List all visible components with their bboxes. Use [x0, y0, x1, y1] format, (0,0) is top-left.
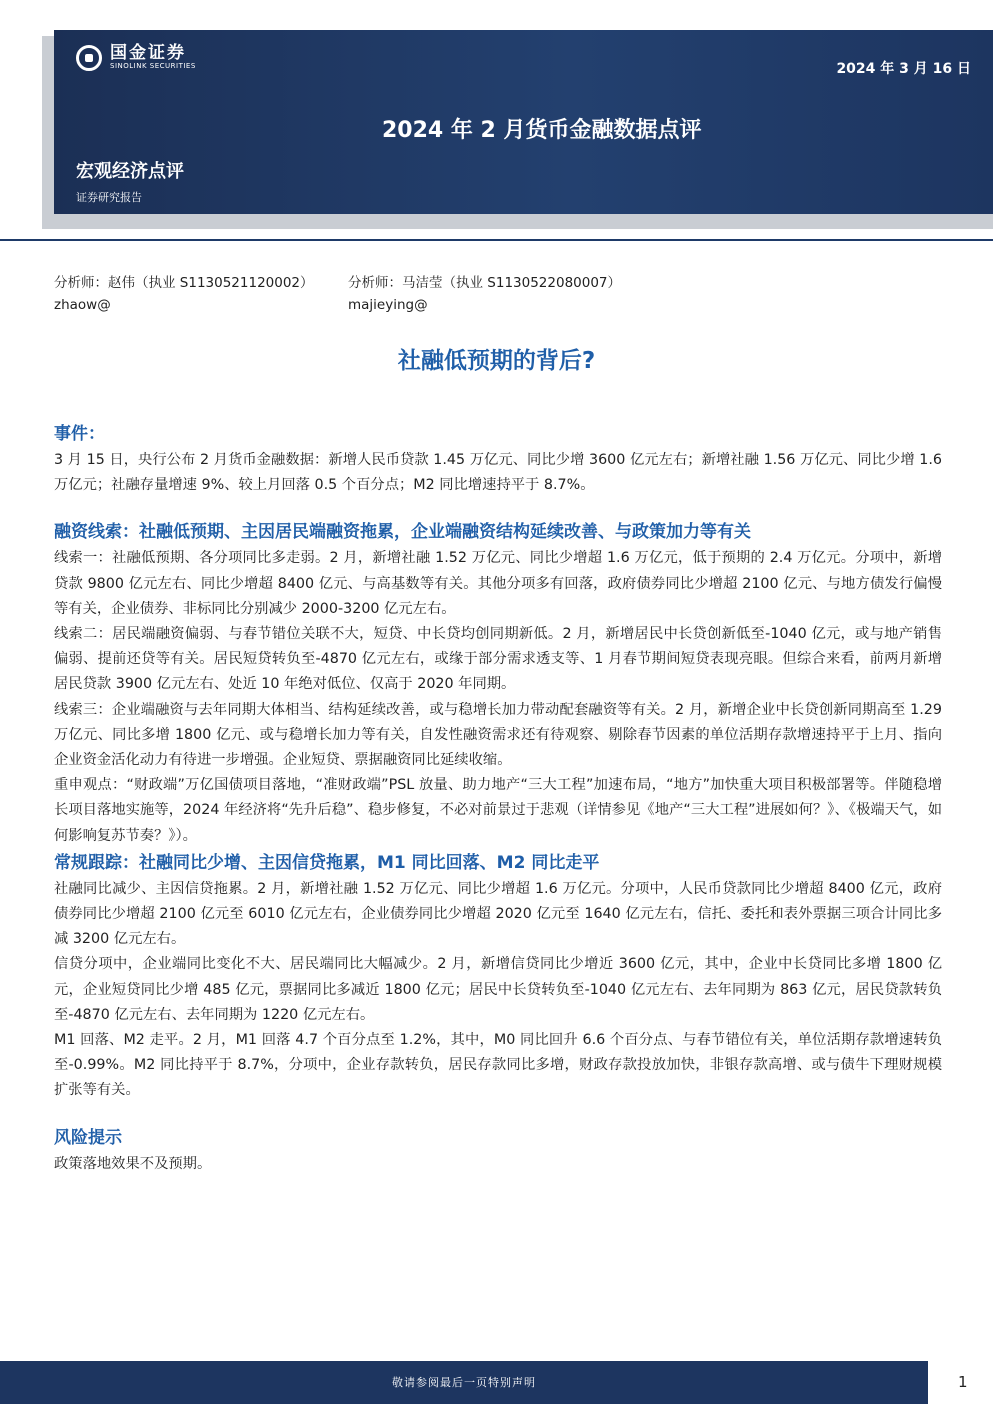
report-body [54, 420, 942, 1177]
footer-disclaimer-notice: 敬请参阅最后一页特别声明 [392, 1376, 536, 1389]
company-logo [76, 44, 196, 71]
logo-name-en: SINOLINK SECURITIES [110, 62, 196, 70]
report-title: 2024 年 2 月货币金融数据点评 [382, 118, 702, 143]
page-number: 1 [958, 1373, 968, 1391]
logo-name-cn: 国金证券 [110, 43, 186, 63]
body-paragraph: 线索三：企业端融资与去年同期大体相当、结构延续改善，或与稳增长加力带动配套融资等有关。2 月，新增企业中长贷创新同期高至 1.29 万亿元、同比多增 1800 亿元、或与稳增长加力等有关，自发性融资需求还有待观察、剔除春节因素的单位活期存款增速持平于上月、指向企业资金活化动力有待进一步增强。企业短贷、票据融资同比延续收缩。 [54, 701, 942, 769]
report-type: 证券研究报告 [76, 191, 142, 204]
analyst-info [54, 272, 314, 316]
main-title: 社融低预期的背后? [397, 348, 596, 374]
body-paragraph: 信贷分项中，企业端同比变化不大、居民端同比大幅减少。2 月，新增信贷同比少增近 3600 亿元，其中，企业中长贷同比多增 1800 亿元，企业短贷同比少增 485 亿元，票据同比多减近 1800 亿元；居民中长贷转负至-1040 亿元左右、去年同期为 863 亿元，居民贷款转负至-4870 亿元左右、去年同期为 1220 亿元左右。 [54, 956, 942, 1023]
section-heading-routine: 常规跟踪：社融同比少增、主因信贷拖累，M1 同比回落、M2 同比走平 [54, 852, 600, 873]
body-paragraph: 重申观点：“财政端”万亿国债项目落地，“准财政端”PSL 放量、助力地产“三大工程”加速布局，“地方”加快重大项目积极部署等。伴随稳增长项目落地实施等，2024 年经济将“先升后稳”、稳步修复，不必对前景过于悲观（详情参见《地产“三大工程”进展如何？》、《极端天气，如何影响复苏节奏？》）。 [54, 777, 942, 844]
report-category: 宏观经济点评 [76, 161, 184, 182]
header-divider [0, 239, 993, 241]
analyst-email: majieying@ [348, 297, 428, 313]
analyst-email: zhaow@ [54, 297, 111, 313]
section-heading-risk: 风险提示 [54, 1127, 122, 1148]
analyst-info [348, 272, 621, 316]
body-paragraph: 线索一：社融低预期、各分项同比多走弱。2 月，新增社融 1.52 万亿元、同比少增超 1.6 万亿元，低于预期的 2.4 万亿元。分项中，新增贷款 9800 亿元左右、同比少增超 8400 亿元、与高基数等有关。其他分项多有回落，政府债券同比少增超 2100 亿元、与地方债发行偏慢等有关，企业债券、非标同比分别减少 2000-3200 亿元左右。 [54, 550, 942, 617]
section-heading-financing: 融资线索：社融低预期、主因居民端融资拖累，企业端融资结构延续改善、与政策加力等有关 [54, 522, 751, 543]
analyst-name: 分析师：马洁莹（执业 S1130522080007） [348, 275, 622, 291]
body-paragraph: 政策落地效果不及预期。 [54, 1155, 212, 1172]
body-paragraph: 社融同比减少、主因信贷拖累。2 月，新增社融 1.52 万亿元、同比少增超 1.6 万亿元。分项中，人民币贷款同比少增超 8400 亿元，政府债券同比少增超 2100 亿元至 6010 亿元左右，企业债券同比少增超 2020 亿元至 1640 亿元左右，信托、委托和表外票据三项合计同比多减 3200 亿元左右。 [54, 880, 942, 948]
analyst-name: 分析师：赵伟（执业 S1130521120002） [54, 275, 314, 291]
body-paragraph: M1 回落、M2 走平。2 月，M1 回落 4.7 个百分点至 1.2%，其中，M0 同比回升 6.6 个百分点、与春节错位有关，单位活期存款增速转负至-0.99%。M2 同比持平于 8.7%，分项中，企业存款转负，居民存款同比多增，财政存款投放加快，非银存款高增、或与债牛下理财规模扩张等有关。 [54, 1032, 942, 1099]
section-heading-event: 事件： [54, 424, 105, 444]
sinolink-logo-icon [76, 45, 102, 71]
body-paragraph: 线索二：居民端融资偏弱、与春节错位关联不大，短贷、中长贷均创同期新低。2 月，新增居民中长贷创新低至-1040 亿元，或与地产销售偏弱、提前还贷等有关。居民短贷转负至-4870 亿元左右，或缘于部分需求透支等、1 月春节期间短贷表现亮眼。但综合来看，前两月新增居民贷款 3900 亿元左右、处近 10 年绝对低位、仅高于 2020 年同期。 [54, 626, 942, 693]
report-date: 2024 年 3 月 16 日 [836, 61, 971, 77]
body-paragraph: 3 月 15 日，央行公布 2 月货币金融数据：新增人民币贷款 1.45 万亿元、同比少增 3600 亿元左右；新增社融 1.56 万亿元、同比少增 1.6 万亿元；社融存量增速 9%、较上月回落 0.5 个百分点；M2 同比增速持平于 8.7%。 [54, 452, 942, 494]
